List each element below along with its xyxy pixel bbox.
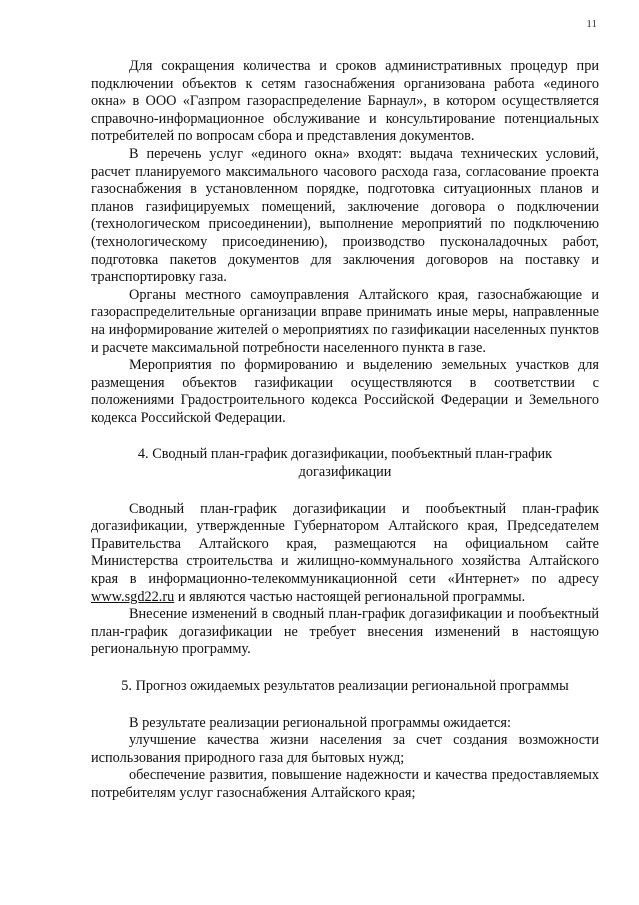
paragraph-plan-changes: Внесение изменений в сводный план-график догазификации и пообъектный план-график догазификации не требует внесения изменений в настоящую региональную программу. <box>91 606 599 658</box>
section-5-heading: 5. Прогноз ожидаемых результатов реализации региональной программы <box>121 678 569 694</box>
paragraph-land-plots: Мероприятия по формированию и выделению земельных участков для размещения объектов газификации осуществляются в соответствии с положениями Градостроительного кодекса Российской Федерации и Земельного кодекса Российской Федерации. <box>91 357 599 426</box>
paragraph-plan-schedule-text: Сводный план-график догазификации и пообъектный план-график догазификации, утвержденные Губернатором Алтайского края, Председателем Правительства Алтайского края, размещаются на официальном сайте Министерства строительства и жилищно-коммунального хозяйства Алтайского края в информационно-телекоммуникационной сети «Интернет» по адресу <box>91 500 599 588</box>
page-number: 11 <box>586 18 597 30</box>
paragraph-local-authorities: Органы местного самоуправления Алтайского края, газоснабжающие и газораспределительные организации вправе принимать иные меры, направленные на информирование жителей о мероприятиях по газификации населенных пунктов и расчете максимальной потребности населенного пункта в газе. <box>91 286 599 356</box>
paragraph-plan-schedule <box>91 501 599 607</box>
document-body <box>91 58 599 803</box>
website-link[interactable]: www.sgd22.ru <box>91 588 175 605</box>
paragraph-plan-schedule-tail: и являются частью настоящей региональной программы. <box>174 588 526 605</box>
paragraph-quality-of-life: улучшение качества жизни населения за счет создания возможности использования природного газа для бытовых нужд; <box>91 732 599 766</box>
section-4-heading: 4. Сводный план-график догазификации, пообъектный план-график догазификации <box>137 446 553 481</box>
paragraph-expected-results: В результате реализации региональной программы ожидается: <box>129 714 511 731</box>
paragraph-reliability: обеспечение развития, повышение надежности и качества предоставляемых потребителям услуг газоснабжения Алтайского края; <box>91 767 599 801</box>
paragraph-single-window: Для сокращения количества и сроков административных процедур при подключении объектов к сетям газоснабжения организована работа «единого окна» в ООО «Газпром газораспределение Барнаул», в котором осуществляется справочно-информационное обслуживание и консультирование потенциальных потребителей по вопросам сбора и представления документов. <box>91 58 599 145</box>
paragraph-services-list: В перечень услуг «единого окна» входят: выдача технических условий, расчет планируемого максимального часового расхода газа, согласование проекта газоснабжения в установленном порядке, подготовка ситуационных планов и планов газифицируемых помещений, заключение договора о подключении (технологическом присоединении), выполнение мероприятий по подключению (технологическому присоединению), производство пусконаладочных работ, подготовка пакетов документов для заключения договоров на поставку и транспортировку газа. <box>91 145 599 286</box>
